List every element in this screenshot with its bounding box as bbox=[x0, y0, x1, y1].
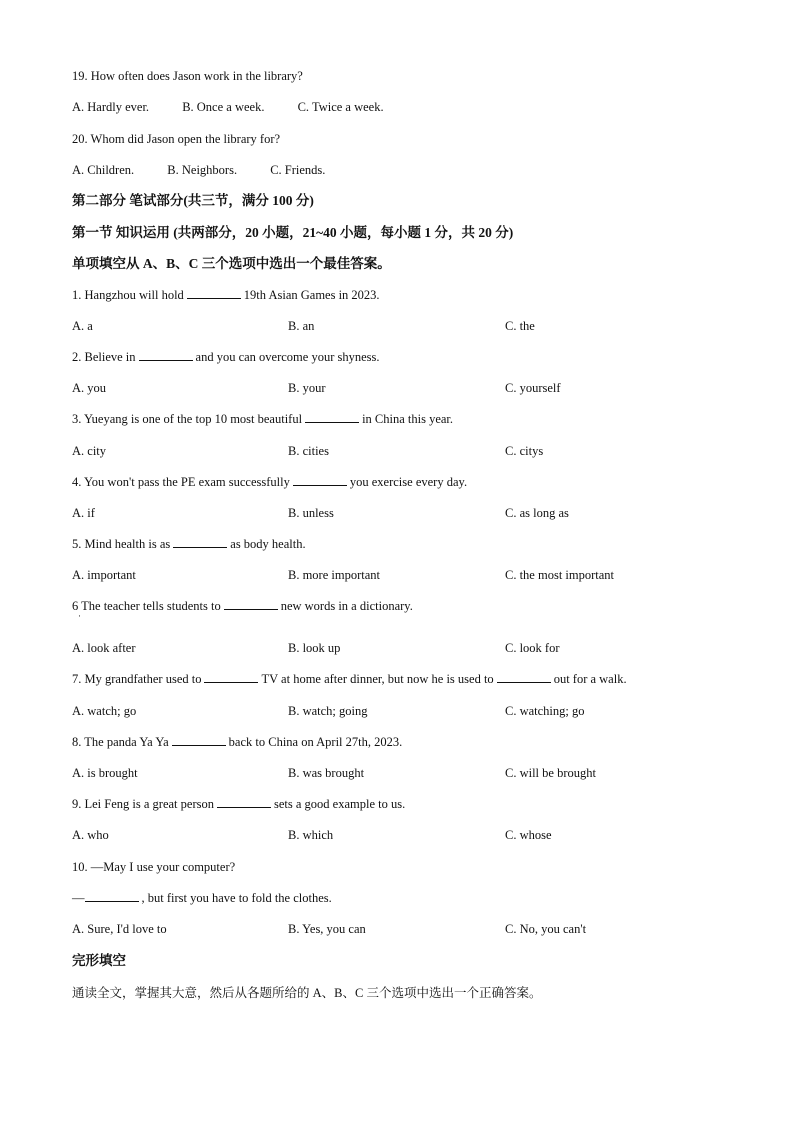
q20-option-c: C. Friends. bbox=[270, 163, 326, 177]
answer-blank bbox=[293, 474, 347, 486]
question-text: you exercise every day. bbox=[349, 475, 468, 489]
q1-option-c: C. the bbox=[505, 319, 535, 333]
answer-blank bbox=[204, 671, 258, 683]
q4-option-a: A. if bbox=[72, 506, 95, 520]
answer-blank bbox=[172, 734, 226, 746]
q1-option-b: B. an bbox=[288, 319, 315, 333]
question-text: 2. Believe in bbox=[72, 350, 136, 364]
q5-option-c: C. the most important bbox=[505, 568, 615, 582]
q4-option-c: C. as long as bbox=[505, 506, 569, 520]
question-text: back to China on April 27th, 2023. bbox=[228, 735, 403, 749]
q20-stem: 20. Whom did Jason open the library for? bbox=[72, 132, 281, 146]
question-text: sets a good example to us. bbox=[273, 797, 406, 811]
question-8-stem bbox=[72, 734, 402, 750]
question-text: , but first you have to fold the clothes. bbox=[141, 891, 332, 905]
q20-option-b: B. Neighbors. bbox=[167, 163, 238, 177]
question-6-stem bbox=[72, 598, 413, 614]
part2-heading: 第二部分 笔试部分(共三节，满分 100 分) bbox=[72, 193, 314, 208]
q8-option-c: C. will be brought bbox=[505, 766, 596, 780]
q9-option-b: B. which bbox=[288, 828, 334, 842]
q9-option-c: C. whose bbox=[505, 828, 552, 842]
section1-heading: 第一节 知识运用 (共两部分，20 小题，21~40 小题，每小题 1 分，共 20 分) bbox=[72, 225, 514, 240]
q9-option-a: A. who bbox=[72, 828, 109, 842]
q19-stem: 19. How often does Jason work in the library? bbox=[72, 69, 303, 83]
answer-blank bbox=[85, 890, 139, 902]
q19-option-a: A. Hardly ever. bbox=[72, 100, 150, 114]
q2-option-b: B. your bbox=[288, 381, 326, 395]
answer-blank bbox=[187, 287, 241, 299]
question-3-stem bbox=[72, 411, 453, 427]
question-text: 1. Hangzhou will hold bbox=[72, 288, 184, 302]
q19-option-c: C. Twice a week. bbox=[297, 100, 384, 114]
question-text: 9. Lei Feng is a great person bbox=[72, 797, 214, 811]
q7-option-a: A. watch; go bbox=[72, 704, 137, 718]
question-1-stem bbox=[72, 287, 380, 303]
cloze-heading: 完形填空 bbox=[72, 953, 126, 968]
q6-option-b: B. look up bbox=[288, 641, 341, 655]
q7-option-c: C. watching; go bbox=[505, 704, 585, 718]
question-text: TV at home after dinner, but now he is used to bbox=[261, 672, 494, 686]
question-5-stem bbox=[72, 536, 306, 552]
q20-options bbox=[72, 162, 355, 178]
q4-option-b: B. unless bbox=[288, 506, 334, 520]
answer-blank bbox=[217, 796, 271, 808]
answer-blank bbox=[173, 536, 227, 548]
question-text: — bbox=[72, 891, 85, 905]
cloze-instruction: 通读全文，掌握其大意，然后从各题所给的 A、B、C 三个选项中选出一个正确答案。 bbox=[72, 986, 542, 1000]
q10-option-b: B. Yes, you can bbox=[288, 922, 366, 936]
q6-option-c: C. look for bbox=[505, 641, 560, 655]
single-choice-heading: 单项填空从 A、B、C 三个选项中选出一个最佳答案。 bbox=[72, 256, 391, 271]
answer-blank bbox=[305, 411, 359, 423]
question-9-stem bbox=[72, 796, 405, 812]
question-10-stem: 10. —May I use your computer? bbox=[72, 860, 236, 874]
question-text: 5. Mind health is as bbox=[72, 537, 171, 551]
q7-option-b: B. watch; going bbox=[288, 704, 368, 718]
question-text: 19th Asian Games in 2023. bbox=[243, 288, 380, 302]
q3-option-b: B. cities bbox=[288, 444, 329, 458]
question-text: 7. My grandfather used to bbox=[72, 672, 202, 686]
q6-option-a: A. look after bbox=[72, 641, 136, 655]
question-text: new words in a dictionary. bbox=[280, 599, 413, 613]
question-text: out for a walk. bbox=[553, 672, 627, 686]
answer-blank bbox=[139, 349, 193, 361]
question-text: and you can overcome your shyness. bbox=[195, 350, 380, 364]
question-text: 4. You won't pass the PE exam successfully bbox=[72, 475, 290, 489]
question-7-stem bbox=[72, 671, 627, 687]
question-2-stem bbox=[72, 349, 380, 365]
stray-dot: · bbox=[78, 611, 81, 621]
q1-option-a: A. a bbox=[72, 319, 93, 333]
q5-option-a: A. important bbox=[72, 568, 136, 582]
q3-option-a: A. city bbox=[72, 444, 107, 458]
question-4-stem bbox=[72, 474, 467, 490]
question-10-response bbox=[72, 890, 332, 906]
q8-option-a: A. is brought bbox=[72, 766, 138, 780]
q3-option-c: C. citys bbox=[505, 444, 544, 458]
q20-option-a: A. Children. bbox=[72, 163, 135, 177]
q10-option-c: C. No, you can't bbox=[505, 922, 587, 936]
answer-blank bbox=[224, 598, 278, 610]
answer-blank bbox=[497, 671, 551, 683]
q8-option-b: B. was brought bbox=[288, 766, 365, 780]
question-text: 6 The teacher tells students to bbox=[72, 599, 221, 613]
question-text: as body health. bbox=[230, 537, 306, 551]
q5-option-b: B. more important bbox=[288, 568, 380, 582]
q19-option-b: B. Once a week. bbox=[182, 100, 265, 114]
q19-options bbox=[72, 99, 414, 115]
q2-option-a: A. you bbox=[72, 381, 107, 395]
question-text: 3. Yueyang is one of the top 10 most beautiful bbox=[72, 412, 303, 426]
q10-option-a: A. Sure, I'd love to bbox=[72, 922, 167, 936]
question-text: in China this year. bbox=[362, 412, 454, 426]
question-text: 8. The panda Ya Ya bbox=[72, 735, 169, 749]
q2-option-c: C. yourself bbox=[505, 381, 561, 395]
